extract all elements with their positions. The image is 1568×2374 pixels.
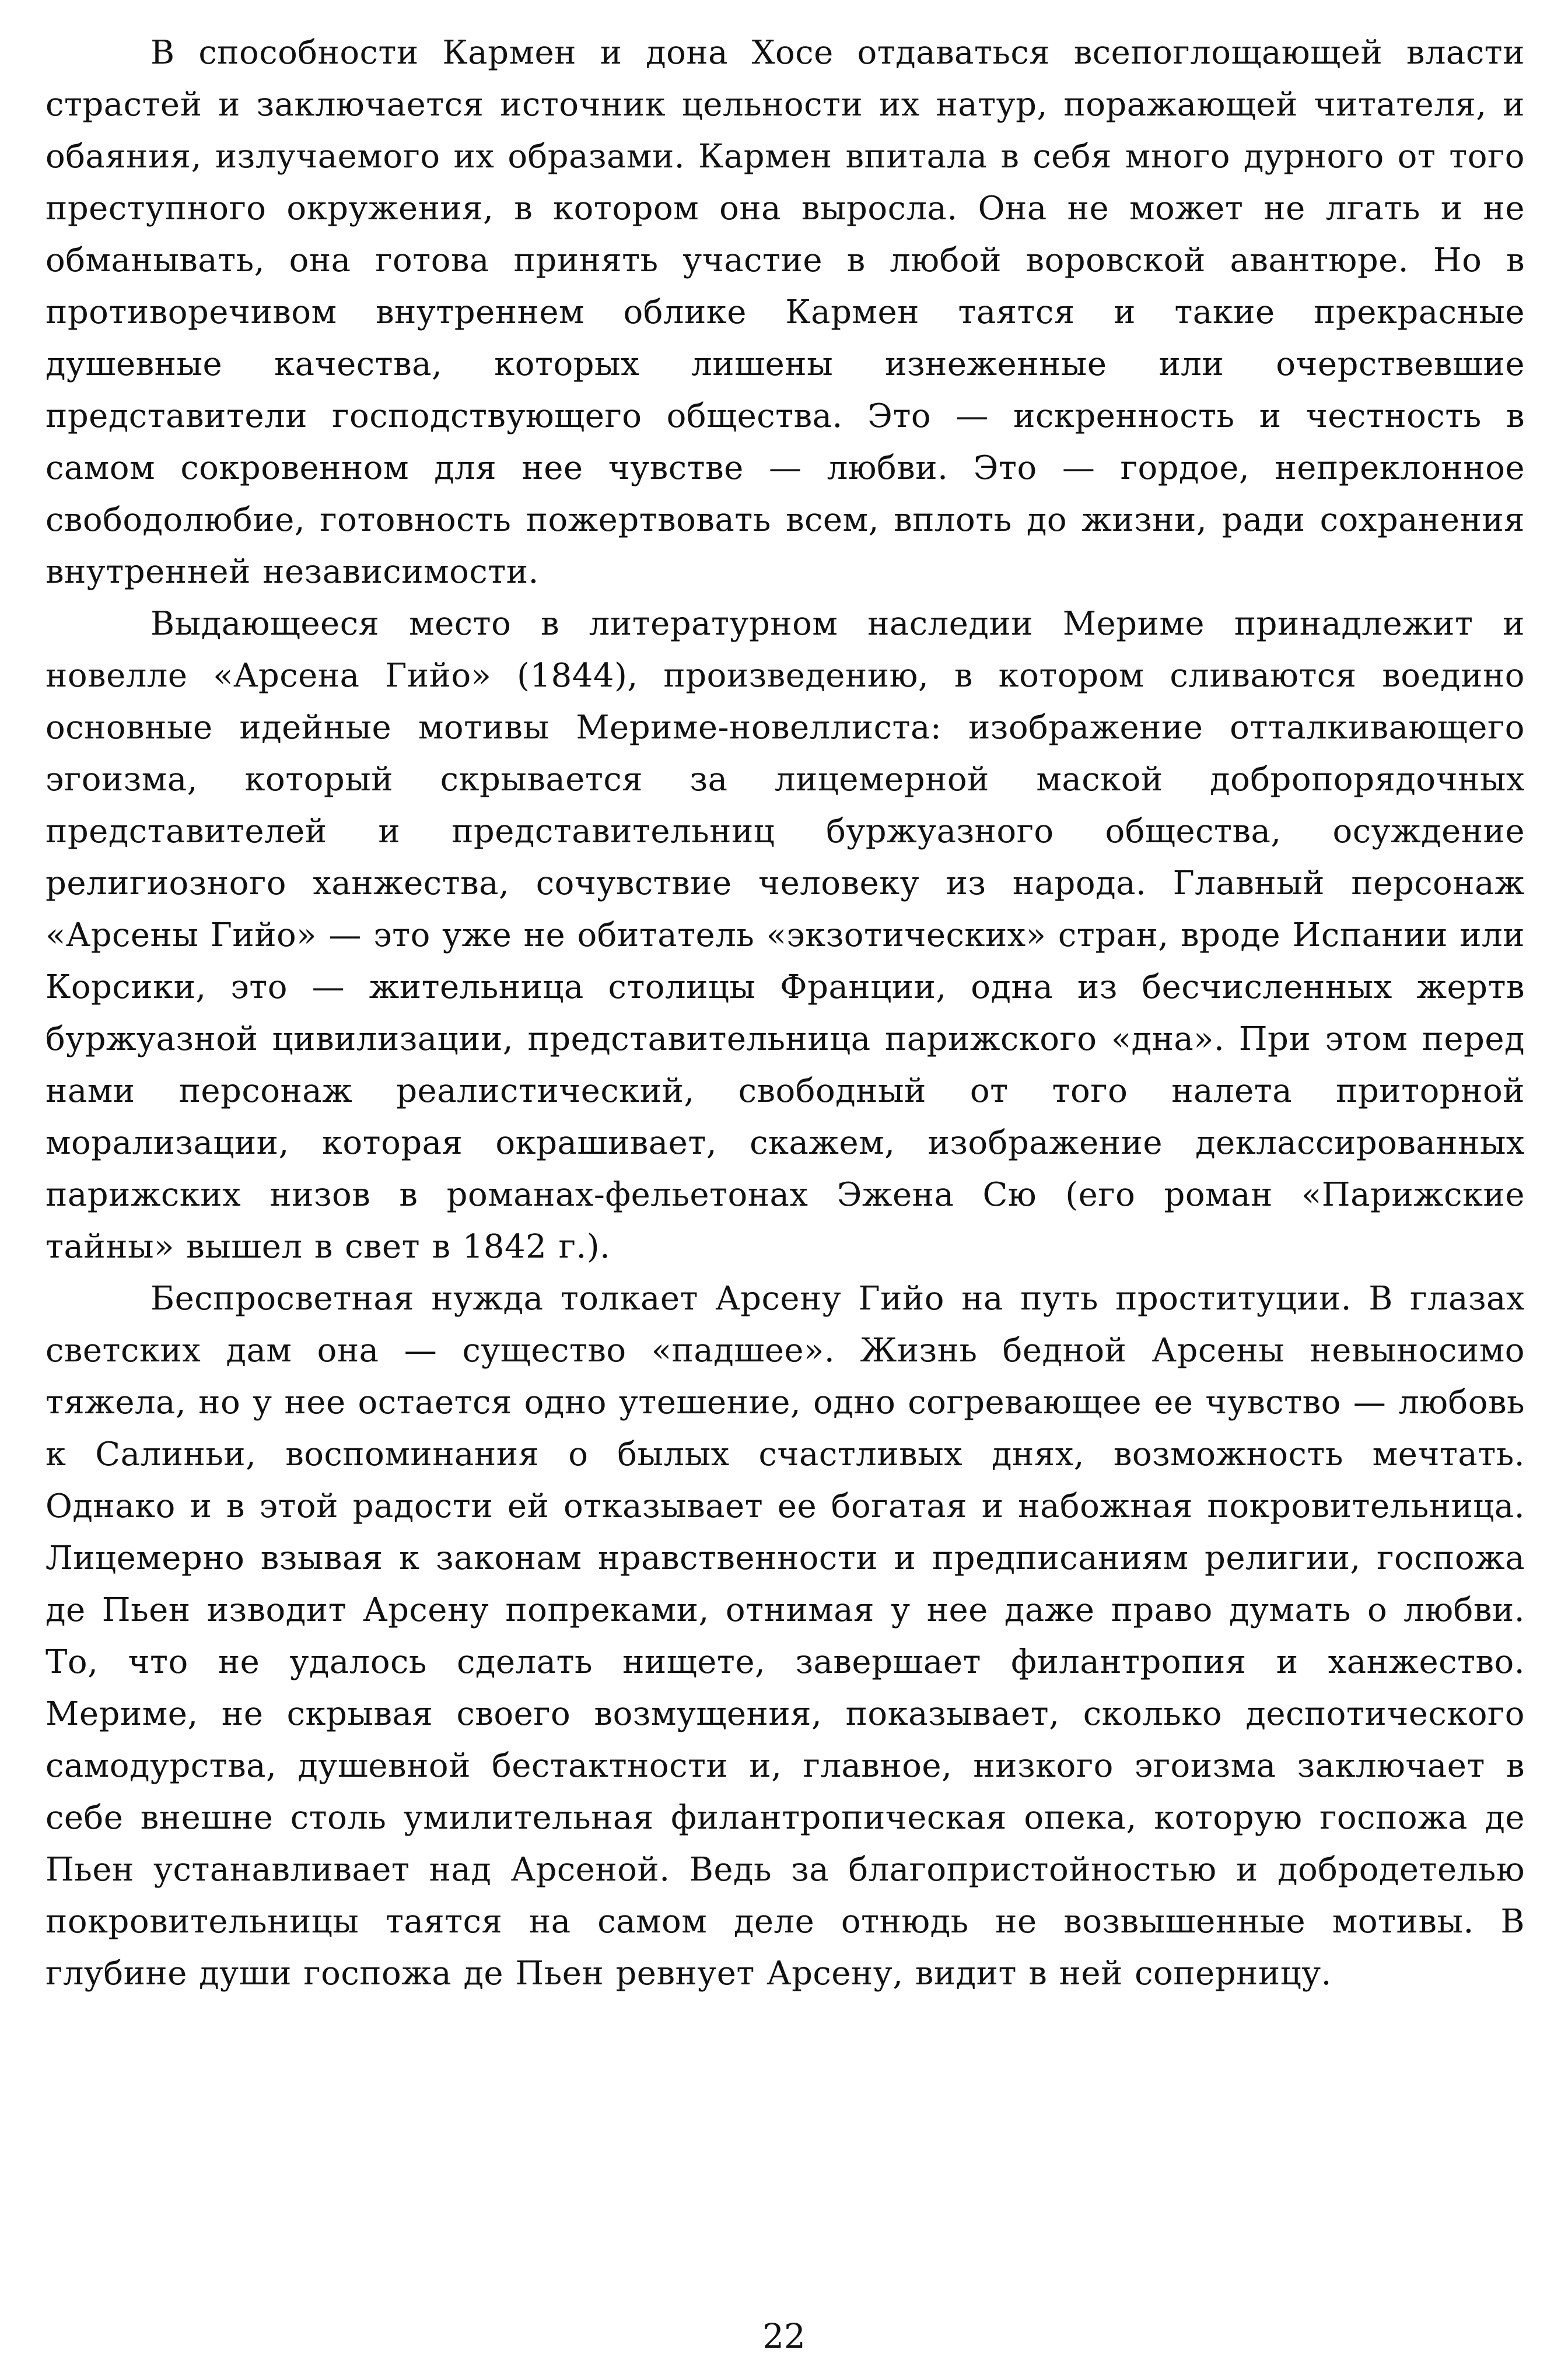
paragraph-carmen: В способности Кармен и дона Хосе отдаваться всепоглощающей власти страстей и заключается источник цельности их натур, поражающей читателя, и обаяния, излучаемого их образами. Кармен впитала в себя много дурного от того преступного окружения, в котором она выросла. Она не может не лгать и не обманывать, она готова принять участие в любой воровской авантюре. Но в противоречивом внутреннем облике Кармен таятся и такие прекрасные душевные качества, которых лишены изнеженные или очерствевшие представители господствующего общества. Это — искренность и честность в самом сокровенном для нее чувстве — любви. Это — гордое, непреклонное свободолюбие, готовность пожертвовать всем, вплоть до жизни, ради сохранения внутренней независимости. [46, 34, 1525, 591]
body-text [46, 27, 1525, 2000]
paragraph-arsene-guillot: Выдающееся место в литературном наследии Мериме принадлежит и новелле «Арсена Гийо» (1844), произведению, в котором сливаются воедино основные идейные мотивы Мериме-новеллиста: изображение отталкивающего эгоизма, который скрывается за лицемерной маской добропорядочных представителей и представительниц буржуазного общества, осуждение религиозного ханжества, сочувствие человеку из народа. Главный персонаж «Арсены Гийо» — это уже не обитатель «экзотических» стран, вроде Испании или Корсики, это — жительница столицы Франции, одна из бесчисленных жертв буржуазной цивилизации, представительница парижского «дна». При этом перед нами персонаж реалистический, свободный от того налета приторной морализации, которая окрашивает, скажем, изображение деклассированных парижских низов в романах-фельетонах Эжена Сю (его роман «Парижские тайны» вышел в свет в 1842 г.). [46, 605, 1525, 1266]
page-number: 22 [762, 2316, 806, 2356]
paragraph-arsene-poverty: Беспросветная нужда толкает Арсену Гийо на путь проституции. В глазах светских дам она — существо «падшее». Жизнь бедной Арсены невыносимо тяжела, но у нее остается одно утешение, одно согревающее ее чувство — любовь к Салиньи, воспоминания о былых счастливых днях, возможность мечтать. Однако и в этой радости ей отказывает ее богатая и набожная покровительница. Лицемерно взывая к законам нравственности и предписаниям религии, госпожа де Пьен изводит Арсену попреками, отнимая у нее даже право думать о любви. То, что не удалось сделать нищете, завершает филантропия и ханжество. Мериме, не скрывая своего возмущения, показывает, сколько деспотического самодурства, душевной бестактности и, главное, низкого эгоизма заключает в себе внешне столь умилительная филантропическая опека, которую госпожа де Пьен устанавливает над Арсеной. Ведь за благопристойностью и добродетелью покровительницы таятся на самом деле отнюдь не возвышенные мотивы. В глубине души госпожа де Пьен ревнует Арсену, видит в ней соперницу. [46, 1280, 1525, 1993]
